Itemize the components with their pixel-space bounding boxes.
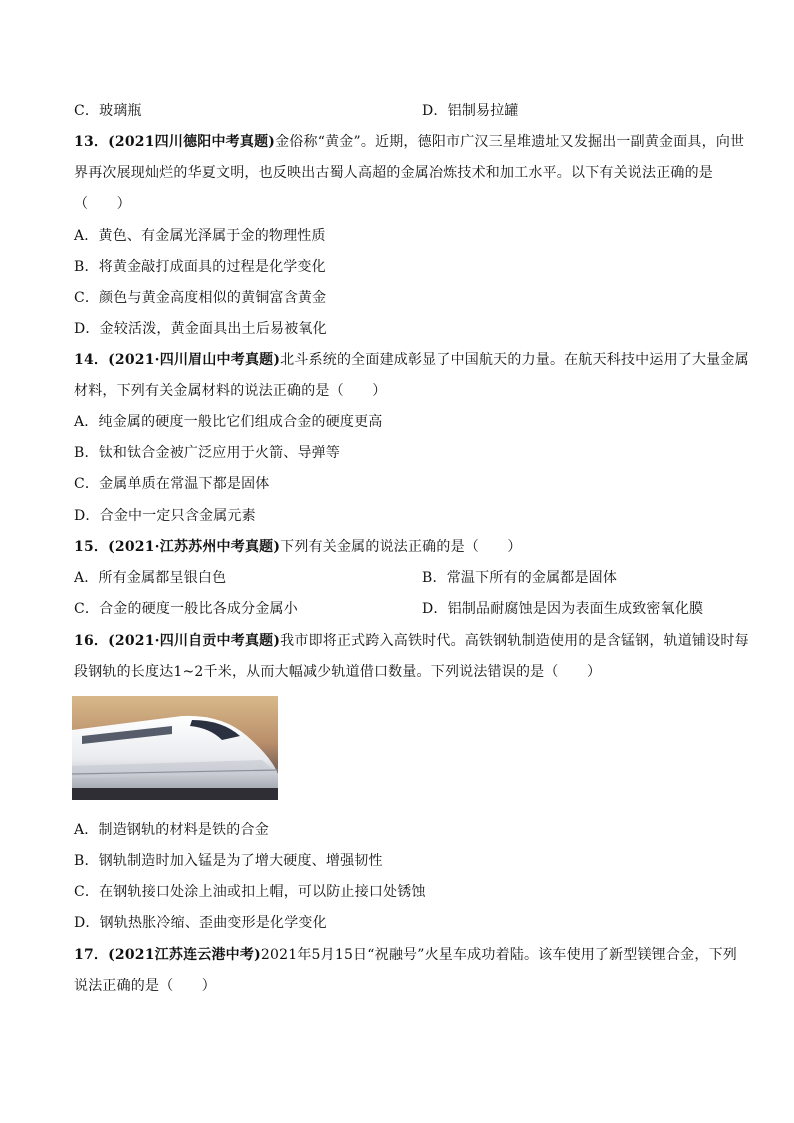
q15-options-cd — [74, 598, 724, 620]
q15-option-c: C．合金的硬度一般比各成分金属小 — [74, 601, 298, 617]
q14-option-b: B．钛和钛合金被广泛应用于火箭、导弹等 — [74, 445, 341, 461]
q17-source: 17．(2021江苏连云港中考) — [74, 947, 261, 963]
q15-options-ab — [74, 567, 724, 589]
q13-stem-part1: 金俗称“黄金”。近期，德阳市广汉三星堆遗址又发掘出一副黄金面具，向世 — [275, 134, 745, 150]
q12-option-d: D．铝制易拉罐 — [422, 103, 519, 119]
q13-source: 13．(2021四川德阳中考真题) — [74, 134, 276, 150]
q13-line-2: 界再次展现灿烂的华夏文明，也反映出古蜀人高超的金属冶炼技术和加工水平。以下有关说法正确的是 — [74, 165, 713, 181]
q14-option-c: C．金属单质在常温下都是固体 — [74, 476, 270, 492]
q16-line-1 — [74, 630, 749, 652]
q16-option-b: B．钢轨制造时加入锰是为了增大硬度、增强韧性 — [74, 853, 383, 869]
q16-option-a: A．制造钢轨的材料是铁的合金 — [74, 822, 269, 838]
q15-option-b: B．常温下所有的金属都是固体 — [422, 570, 618, 586]
q14-stem-part1: 北斗系统的全面建成彰显了中国航天的力量。在航天科技中运用了大量金属 — [280, 352, 749, 368]
q17-line-2: 说法正确的是（ ） — [74, 978, 216, 994]
q16-option-d: D．钢轨热胀冷缩、歪曲变形是化学变化 — [74, 915, 327, 931]
q13-line-1 — [74, 131, 745, 153]
q12-option-c: C．玻璃瓶 — [74, 103, 142, 119]
q13-option-b: B．将黄金敲打成面具的过程是化学变化 — [74, 259, 326, 275]
q17-stem-part1: 2021年5月15日“祝融号”火星车成功着陆。该车使用了新型镁锂合金，下列 — [260, 947, 737, 963]
q14-line-2: 材料，下列有关金属材料的说法正确的是（ ） — [74, 383, 387, 399]
q13-option-d: D．金较活泼，黄金面具出土后易被氧化 — [74, 321, 327, 337]
q15-line-1 — [74, 536, 724, 558]
high-speed-train-image — [72, 696, 278, 800]
q16-option-c: C．在钢轨接口处涂上油或扣上帽，可以防止接口处锈蚀 — [74, 884, 426, 900]
q16-line-2: 段钢轨的长度达1~2千米，从而大幅减少轨道借口数量。下列说法错误的是（ ） — [74, 664, 602, 680]
q17-line-1 — [74, 944, 737, 966]
q13-option-a: A．黄色、有金属光泽属于金的物理性质 — [74, 228, 326, 244]
q13-blank: （ ） — [74, 196, 131, 212]
q14-option-d: D．合金中一定只含金属元素 — [74, 508, 256, 524]
q14-line-1 — [74, 349, 749, 371]
q15-option-d: D．铝制品耐腐蚀是因为表面生成致密氧化膜 — [422, 601, 704, 617]
q15-option-a: A．所有金属都呈银白色 — [74, 570, 227, 586]
q14-source: 14．(2021·四川眉山中考真题) — [74, 352, 281, 368]
q13-option-c: C．颜色与黄金高度相似的黄铜富含黄金 — [74, 290, 327, 306]
q14-option-a: A．纯金属的硬度一般比它们组成合金的硬度更高 — [74, 414, 383, 430]
q15-source: 15．(2021·江苏苏州中考真题) — [74, 539, 281, 555]
q12-options-cd — [74, 100, 724, 122]
q16-source: 16．(2021·四川自贡中考真题) — [74, 633, 281, 649]
q16-stem-part1: 我市即将正式跨入高铁时代。高铁钢轨制造使用的是含锰钢，轨道铺设时每 — [280, 633, 749, 649]
q15-stem: 下列有关金属的说法正确的是（ ） — [280, 539, 522, 555]
